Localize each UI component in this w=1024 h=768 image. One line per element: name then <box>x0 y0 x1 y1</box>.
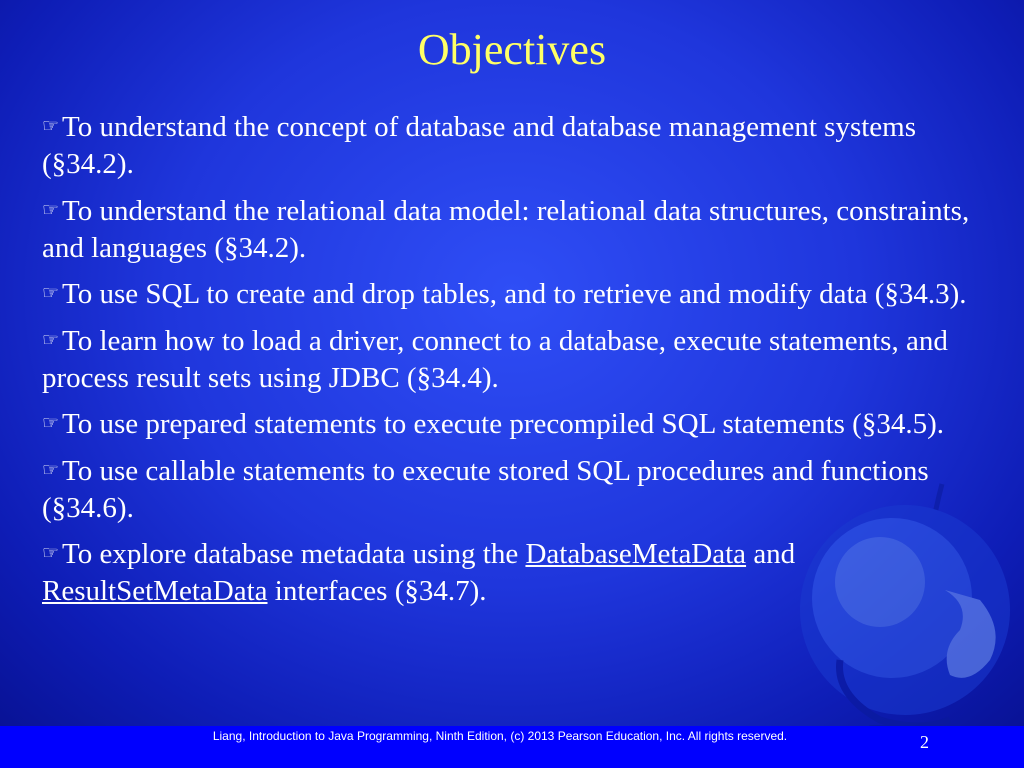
page-number: 2 <box>920 732 929 752</box>
bullet-item <box>42 192 1002 267</box>
bullet-item <box>42 275 1002 313</box>
pointing-hand-icon: ☞ <box>42 459 60 481</box>
pointing-hand-icon: ☞ <box>42 283 60 304</box>
bullet-item <box>42 108 1002 183</box>
pointing-hand-icon: ☞ <box>42 413 60 434</box>
pointing-hand-icon: ☞ <box>42 329 60 351</box>
bullet-item <box>42 322 1002 397</box>
copyright-notice: Liang, Introduction to Java Programming, Ninth Edition, (c) 2013 Pearson Education, Inc. All rights reserved. <box>212 729 788 743</box>
bullet-text: and <box>746 538 796 570</box>
pointing-hand-icon: ☞ <box>42 543 60 564</box>
pointing-hand-icon: ☞ <box>42 199 60 221</box>
code-reference: DatabaseMetaData <box>525 538 747 570</box>
bullet-text: To understand the concept of database and database management systems (§34.2). <box>42 111 917 180</box>
bullet-text: To learn how to load a driver, connect to a database, execute statements, and process result sets using JDBC (§34.4). <box>42 324 948 394</box>
bullet-item <box>42 535 1002 610</box>
footer-bar <box>0 726 1024 768</box>
bullet-text: interfaces (§34.7). <box>267 575 487 607</box>
bullet-text: To use SQL to create and drop tables, and to retrieve and modify data (§34.3). <box>62 278 967 310</box>
bullet-item <box>42 452 1002 527</box>
pointing-hand-icon: ☞ <box>42 116 60 137</box>
bullet-text: To explore database metadata using the <box>62 538 526 570</box>
bullet-text: To use prepared statements to execute precompiled SQL statements (§34.5). <box>62 408 944 440</box>
objectives-list <box>42 108 1002 619</box>
bullet-text: To use callable statements to execute stored SQL procedures and functions (§34.6). <box>42 454 929 524</box>
code-reference: ResultSetMetaData <box>42 575 268 607</box>
bullet-item <box>42 405 1002 443</box>
bullet-text: To understand the relational data model: relational data structures, constraints, and languages (§34.2). <box>42 194 970 264</box>
slide-title: Objectives <box>417 25 607 74</box>
